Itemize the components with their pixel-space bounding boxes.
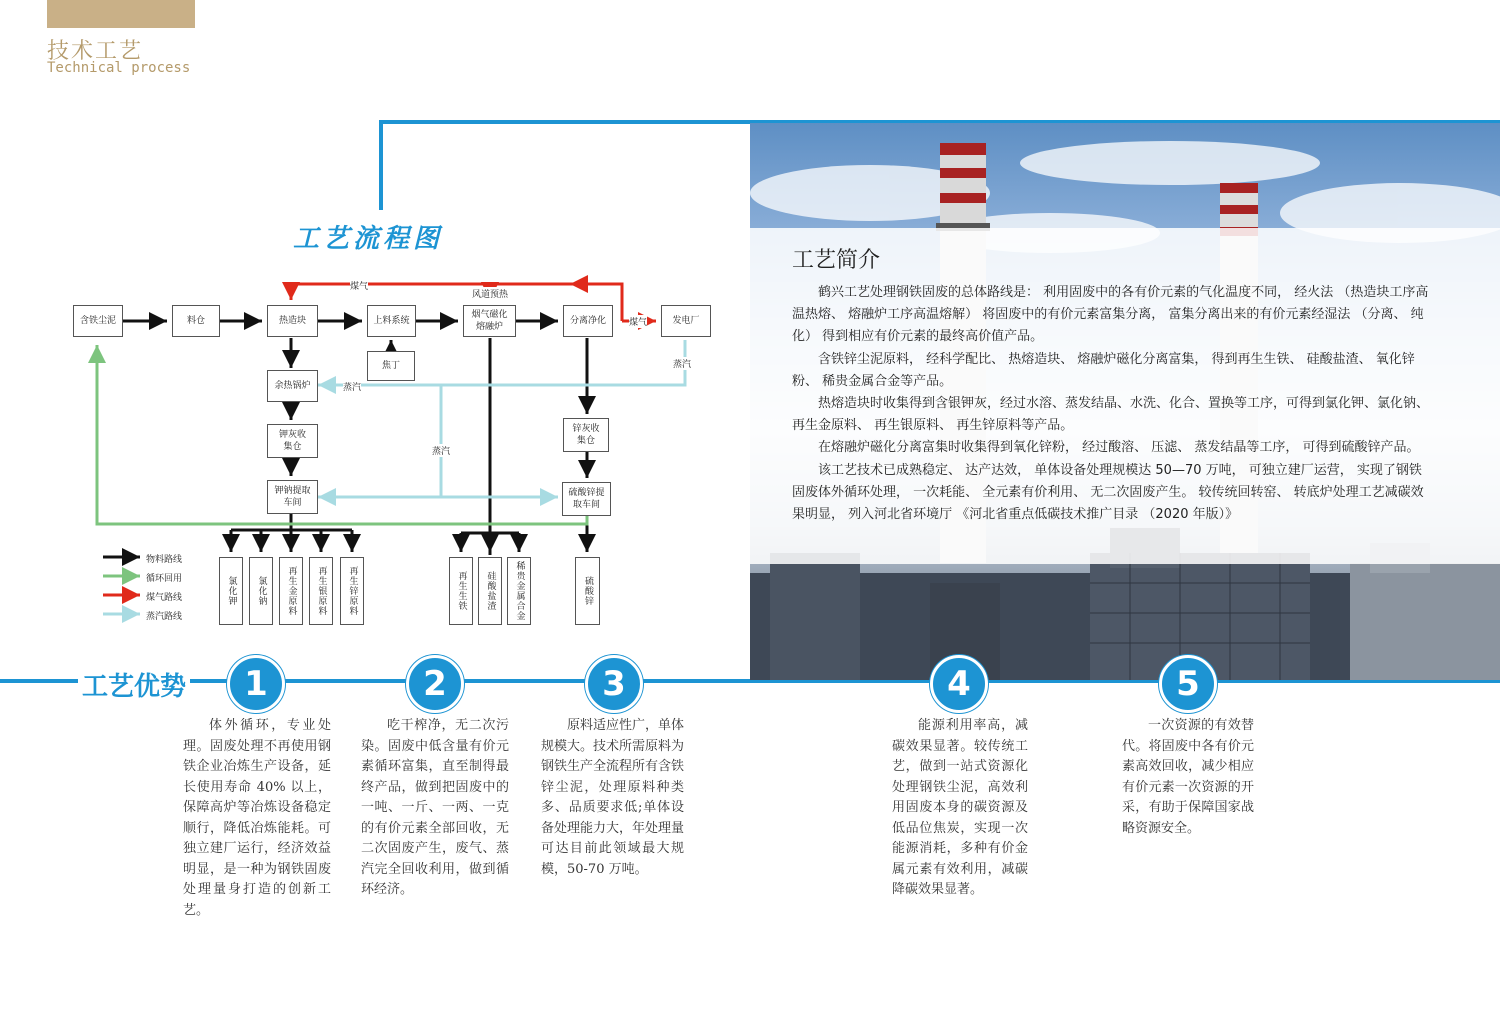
- advantage-number-5: 5: [1159, 655, 1217, 713]
- intro-paragraph: 该工艺技术已成熟稳定、 达产达效， 单体设备处理规模达 50—70 万吨， 可独立建厂运营， 实现了钢铁固废体外循环处理， 一次耗能、 全元素有价利用、 无二次固废产生。 较传统回转窑、 转底炉处理工艺减碳效果明显， 列入河北省环境厅 《河北省重点低碳技术推广目录 （2020 年版）》: [792, 462, 1424, 523]
- intro-text: [792, 282, 1432, 526]
- node-zinc-silo: 锌灰收集仓: [563, 418, 609, 452]
- advantage-number-4: 4: [930, 655, 988, 713]
- product-zinc: 再生锌原料: [340, 557, 364, 625]
- advantage-text-3: 原料适应性广，单体规模大。技术所需原料为钢铁生产全流程所有含铁锌尘泥，处理原料种类多、品质要求低;单体设备处理能力大，年处理量可达目前此领域最大规模，50-70 万吨。: [541, 718, 685, 877]
- product-silicate: 硅酸盐渣: [478, 557, 502, 625]
- node-kna-workshop: 钾钠提取车间: [267, 480, 318, 514]
- label-steam-1: 蒸汽: [343, 380, 361, 393]
- legend-steam: 蒸汽路线: [146, 612, 183, 622]
- product-gold: 再生金原料: [279, 557, 303, 625]
- node-feeding-system: 上料系统: [367, 305, 416, 337]
- node-hot-briquetting: 热造块: [267, 305, 318, 337]
- section-subtitle: Technical process: [47, 60, 191, 76]
- flow-chart-title: 工艺流程图: [293, 224, 444, 254]
- intro-paragraph: 在熔融炉磁化分离富集时收集得到氧化锌粉， 经过酸溶、 压滤、 蒸发结晶等工序， 可得到硫酸锌产品。: [818, 440, 1420, 456]
- intro-paragraph: 鹤兴工艺处理钢铁固废的总体路线是： 利用固废中的各有价元素的气化温度不同， 经火法 （热造块工序高温热熔、 熔融炉工序高温熔解） 将固废中的有价元素富集分离， 富集分离出来的有价元素经湿法 （分离、 纯化） 得到相应有价元素的最终高价值产品。: [792, 285, 1429, 345]
- node-zinc-sulfate-workshop: 硫酸锌提取车间: [562, 482, 611, 516]
- legend-recycle: 循环回用: [146, 574, 183, 584]
- node-iron-dust: 含铁尘泥: [73, 305, 123, 337]
- label-coal-gas: 煤气: [350, 279, 368, 292]
- section-title: 技术工艺: [47, 39, 144, 64]
- flow-connections: [0, 0, 750, 680]
- product-nacl: 氯化钠: [249, 557, 273, 625]
- advantage-number-1: 1: [227, 655, 285, 713]
- label-wind-preheat: 风道预热: [472, 287, 508, 300]
- node-silo: 料仓: [172, 305, 220, 337]
- node-smelting-furnace: 烟气磁化熔融炉: [463, 305, 516, 337]
- intro-paragraph: 热熔造块时收集得到含银钾灰，经过水溶、蒸发结晶、水洗、化合、置换等工序，可得到氯化钾、氯化钠、 再生金原料、 再生银原料、 再生锌原料等产品。: [792, 396, 1430, 434]
- node-power-plant: 发电厂: [661, 305, 711, 337]
- node-waste-heat-boiler: 余热锅炉: [267, 370, 318, 402]
- label-steam-3: 蒸汽: [673, 357, 691, 370]
- legend-material: 物料路线: [146, 555, 183, 565]
- product-kcl: 氯化钾: [219, 557, 243, 625]
- intro-paragraph: 含铁锌尘泥原料， 经科学配比、 热熔造块、 熔融炉磁化分离富集， 得到再生生铁、 硅酸盐渣、 氧化锌粉、 稀贵金属合金等产品。: [792, 351, 1415, 389]
- label-coal-gas-2: 煤气: [629, 315, 647, 328]
- node-separation: 分离净化: [563, 305, 613, 337]
- label-steam-2: 蒸汽: [432, 444, 450, 457]
- advantage-text-4: 能源利用率高，减碳效果显著。较传统工艺，做到一站式资源化处理钢铁尘泥，高效利用固废本身的碳资源及低品位焦炭，实现一次能源消耗，多种有价金属元素有效利用，减碳降碳效果显著。: [892, 718, 1028, 897]
- product-alloy: 稀贵金属合金: [507, 557, 531, 625]
- legend-gas: 煤气路线: [146, 593, 183, 603]
- product-pig-iron: 再生生铁: [449, 557, 473, 625]
- node-potash-silo: 钾灰收集仓: [267, 424, 318, 458]
- intro-title: 工艺简介: [792, 248, 881, 273]
- advantage-number-2: 2: [406, 655, 464, 713]
- node-coke: 焦丁: [367, 351, 415, 381]
- product-zinc-sulfate: 硫酸锌: [575, 557, 600, 625]
- advantage-text-2: 吃干榨净，无二次污染。固废中低含量有价元素循环富集，直至制得最终产品，做到把固废中的一吨、一斤、一两、一克的有价元素全部回收，无二次固废产生，废气、蒸汽完全回收利用，做到循环经济。: [361, 718, 509, 897]
- advantage-text-1: 体外循环，专业处理。固废处理不再使用钢铁企业冶炼生产设备，延长使用寿命 40% 以上，保障高炉等冶炼设备稳定顺行，降低冶炼能耗。可独立建厂运行，经济效益明显，是一种为钢铁固废处理量身打造的创新工艺。: [183, 718, 331, 918]
- advantage-text-5: 一次资源的有效替代。将固废中各有价元素高效回收，减少相应有价元素一次资源的开采，有助于保障国家战略资源安全。: [1122, 718, 1254, 836]
- product-silver: 再生银原料: [309, 557, 333, 625]
- advantages-title: 工艺优势: [78, 666, 190, 703]
- advantage-number-3: 3: [585, 655, 643, 713]
